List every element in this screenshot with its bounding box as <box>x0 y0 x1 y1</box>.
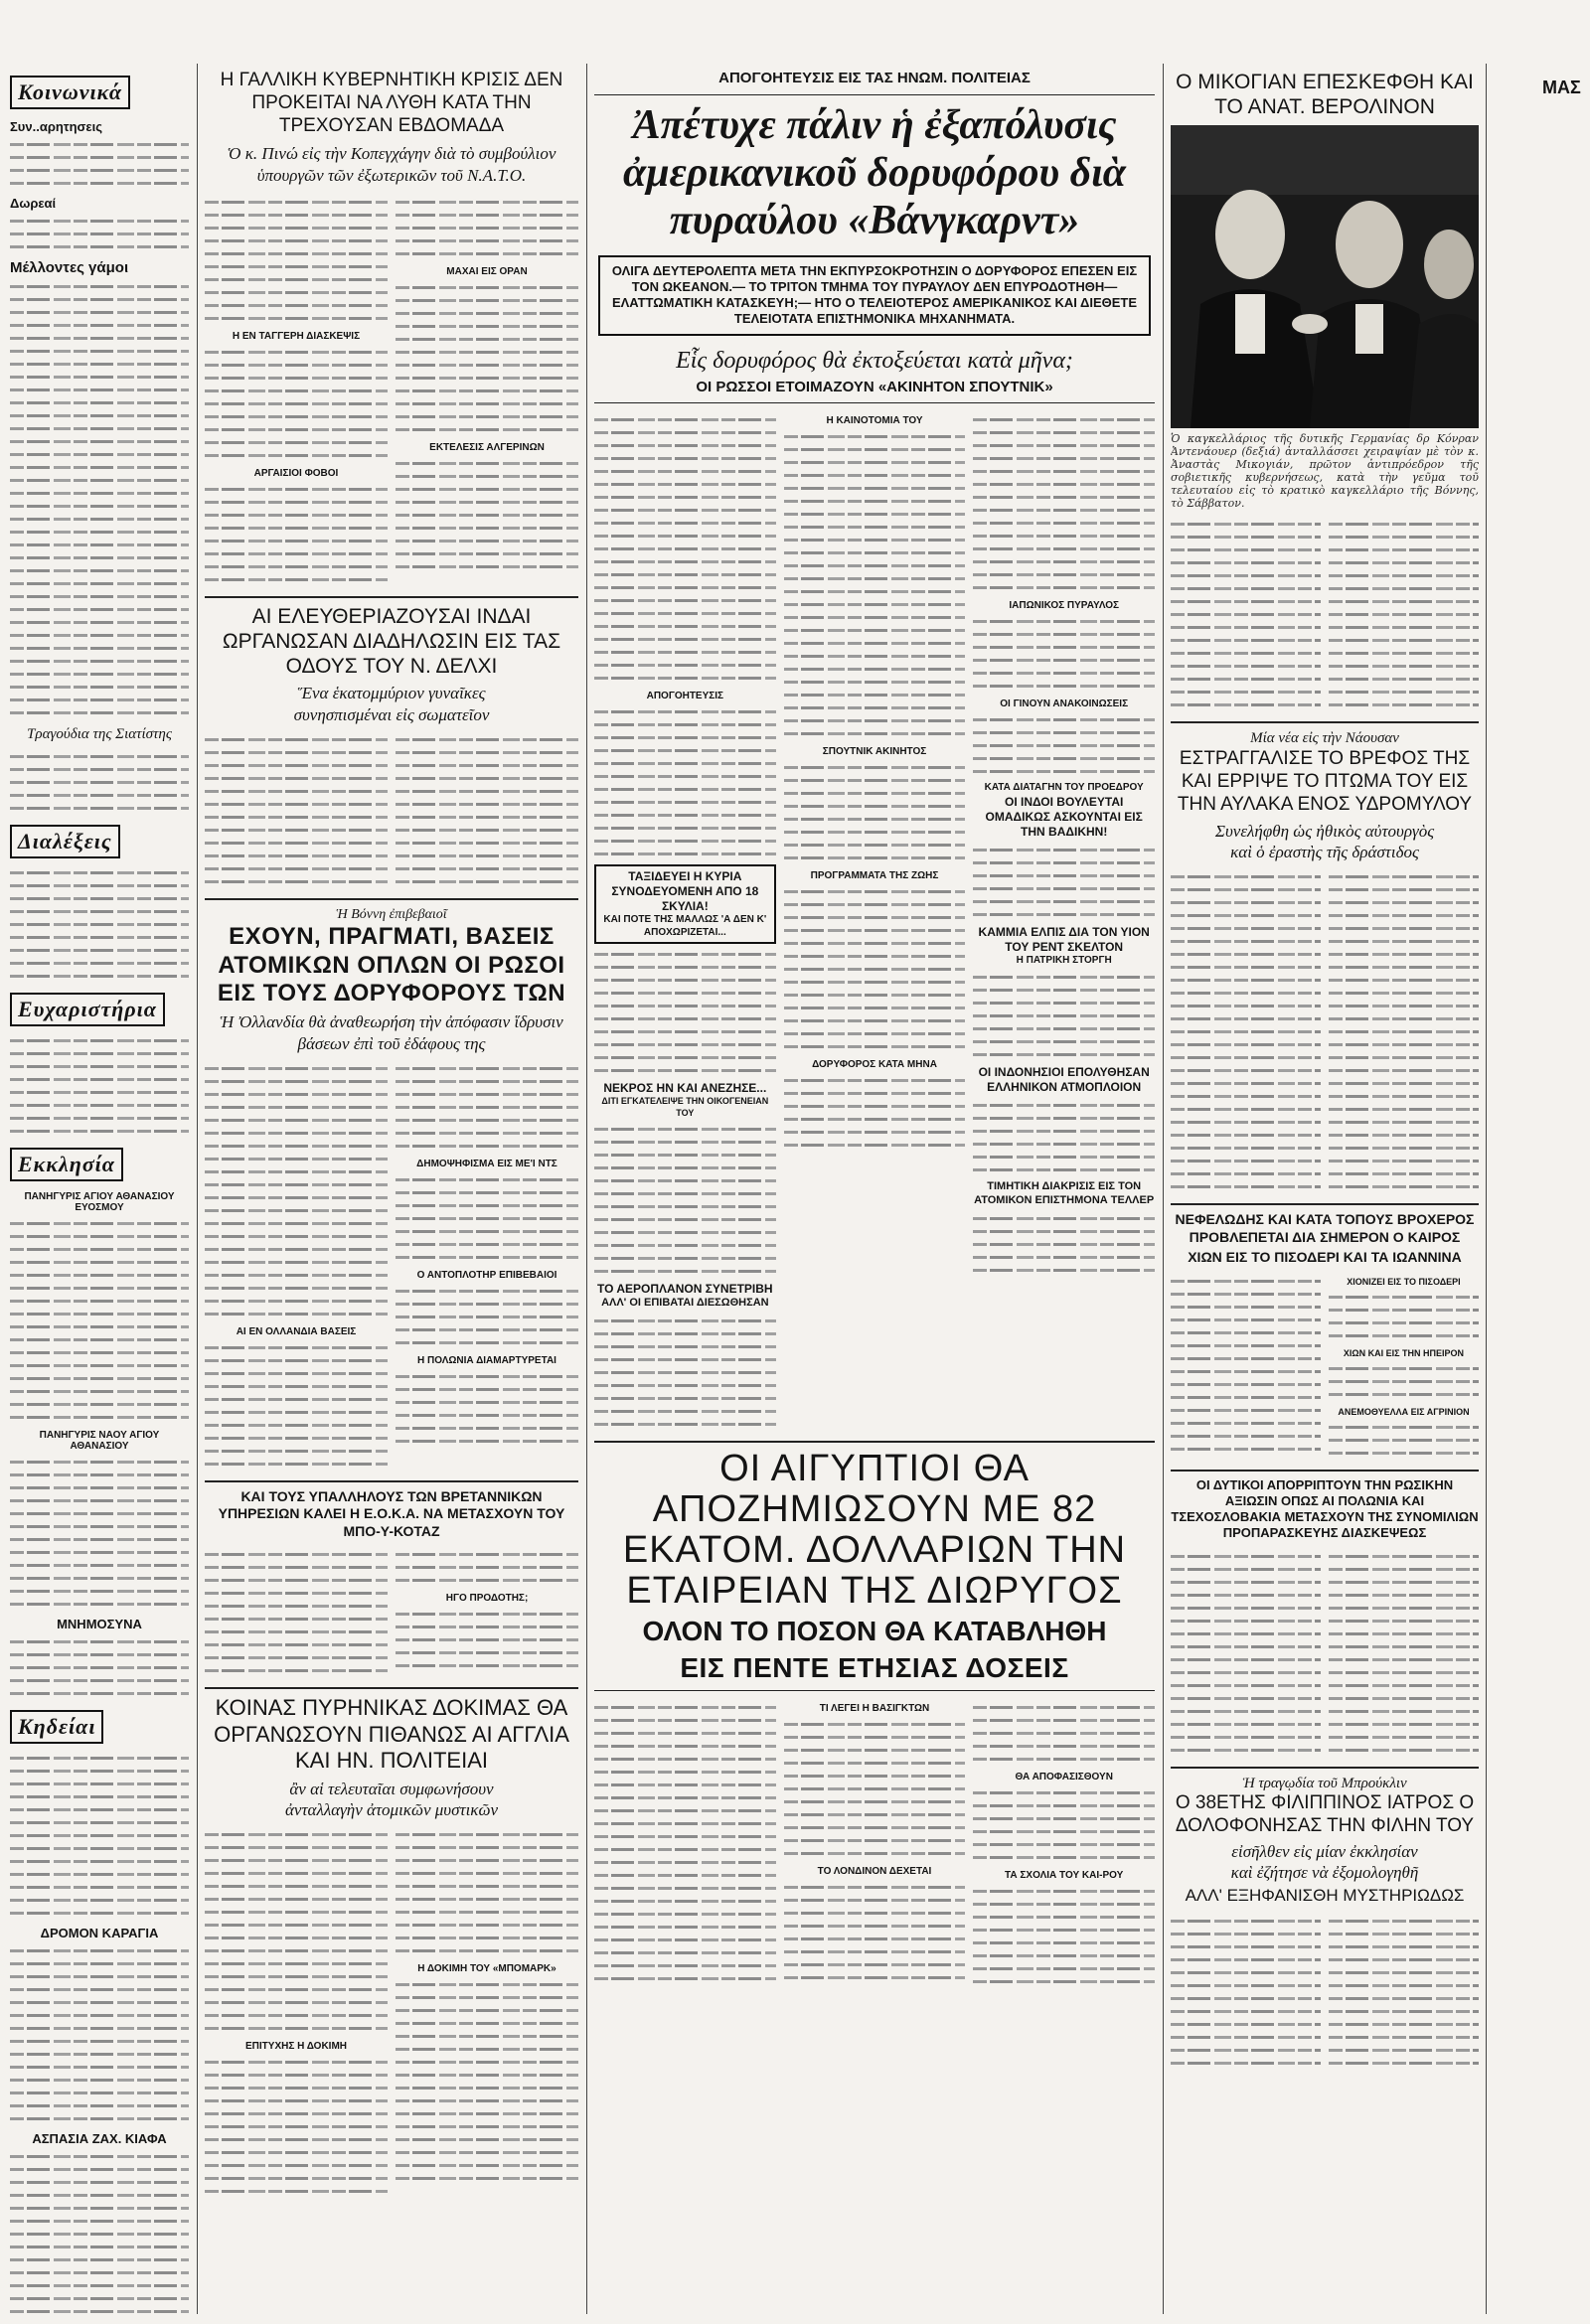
text-lines <box>973 713 1155 778</box>
three-column-text <box>594 1697 1155 1992</box>
two-column-text <box>205 1824 578 2202</box>
text-lines <box>973 1099 1155 1176</box>
text-lines <box>973 844 1155 921</box>
subhead: ΑΡΓΑΙΣΙΟΙ ΦΟΒΟΙ <box>253 467 339 479</box>
subhead: ΔΡΟΜΟΝ ΚΑΡΑΓΙΑ <box>40 1925 159 1940</box>
text-lines <box>594 1123 776 1278</box>
text-lines <box>10 1456 189 1611</box>
two-column-text <box>205 192 578 590</box>
subhead: Η ΚΑΙΝΟΤΟΜΙΑ ΤΟΥ <box>826 415 923 427</box>
text-lines <box>1329 1550 1479 1757</box>
text-lines <box>973 1885 1155 1988</box>
subhead: ΤΙ ΛΕΓΕΙ Η ΒΑΣΙΓΚΤΩΝ <box>819 1702 930 1714</box>
subheadline: καὶ ὁ ἐραστὴς τῆς δράστιδος <box>1230 842 1419 861</box>
subhead: ΔΗΜΟΨΗΦΙΣΜΑ ΕΙΣ ΜΕ'Ι ΝΤΣ <box>416 1158 557 1169</box>
section-banner-thanks: Ευχαριστήρια <box>10 993 165 1026</box>
text-lines <box>396 1285 578 1349</box>
headline-teller: ΤΙΜΗΤΙΚΗ ΔΙΑΚΡΙΣΙΣ ΕΙΣ ΤΟΝ ΑΤΟΜΙΚΟΝ ΕΠΙΣΤΗΜΟΝΑ ΤΕΛΛΕΡ <box>974 1180 1155 1207</box>
text-lines <box>396 196 578 260</box>
text-lines <box>10 866 189 983</box>
subhead: ΑΠΟΓΟΗΤΕΥΣΙΣ <box>646 691 724 702</box>
text-lines <box>1329 1362 1479 1401</box>
text-lines <box>973 413 1155 594</box>
photo-figures <box>1171 125 1479 428</box>
subheadline: Η ΠΑΤΡΙΚΗ ΣΤΟΡΓΗ <box>1016 954 1112 966</box>
subheadline: καὶ ἐζήτησε νὰ ἐξομολογηθῆ <box>1230 1863 1419 1883</box>
kicker: Ἡ Βόννη ἐπιβεβαιοῖ <box>336 906 447 922</box>
text-lines <box>396 1608 578 1672</box>
two-column-text <box>1171 866 1479 1197</box>
text-lines <box>205 2056 388 2198</box>
kicker: Ἡ τραγῳδία τοῦ Μπρούκλιν <box>1242 1775 1407 1791</box>
headline-weather: ΝΕΦΕΛΩΔΗΣ ΚΑΙ ΚΑΤΑ ΤΟΠΟΥΣ ΒΡΟΧΕΡΟΣ ΠΡΟΒΛΕΠΕΤΑΙ ΔΙΑ ΣΗΜΕΡΟΝ Ο ΚΑΙΡΟΣ <box>1175 1211 1475 1245</box>
text-lines <box>10 2150 189 2315</box>
headline-french-crisis: Η ΓΑΛΛΙΚΗ ΚΥΒΕΡΝΗΤΙΚΗ ΚΡΙΣΙΣ ΔΕΝ ΠΡΟΚΕΙΤΑΙ ΝΑ ΛΥΘΗ ΚΑΤΑ ΤΗΝ ΤΡΕΧΟΥΣΑΝ ΕΒΔΟΜΑΔΑ <box>220 70 563 136</box>
text-lines <box>396 457 578 573</box>
headline-dead-revived: ΝΕΚΡΟΣ ΗΝ ΚΑΙ ΑΝΕΖΗΣΕ... <box>603 1081 767 1096</box>
kicker: Μία νέα εἰς τὴν Νάουσαν <box>1250 730 1399 747</box>
text-lines <box>396 281 578 436</box>
headline-filipino-doctor: Ο 38ΕΤΗΣ ΦΙΛΙΠΠΙΝΟΣ ΙΑΤΡΟΣ Ο ΔΟΛΟΦΟΝΗΣΑΣ ΤΗΝ ΦΙΛΗΝ ΤΟΥ <box>1175 1792 1475 1837</box>
subhead: ΠΡΟΓΡΑΜΜΑΤΑ ΤΗΣ ΖΩΗΣ <box>810 870 939 882</box>
column-world-news <box>205 70 578 2315</box>
page-edge-text: ΜΑΣ <box>1542 77 1581 97</box>
subhead: Συν..αρητησεις <box>10 119 102 134</box>
subheadline: Ἕνα ἑκατομμύριον γυναῖκες <box>297 684 486 703</box>
subhead: ΘΑ ΑΠΟΦΑΣΙΣΘΟΥΝ <box>1015 1771 1113 1782</box>
text-lines <box>10 1635 189 1700</box>
two-column-text <box>205 729 578 892</box>
news-photo <box>1171 125 1479 428</box>
headline-eoka: ΚΑΙ ΤΟΥΣ ΥΠΑΛΛΗΛΟΥΣ ΤΩΝ ΒΡΕΤΑΝΝΙΚΩΝ ΥΠΗΡΕΣΙΩΝ ΚΑΛΕΙ Η Ε.Ο.Κ.Α. ΝΑ ΜΕΤΑΣΧΟΥΝ ΤΟΥ ΜΠΟ-Υ-ΚΟΤΑΖ <box>218 1487 565 1539</box>
subhead: Μέλλοντες γάμοι <box>10 259 129 276</box>
text-lines <box>205 346 388 462</box>
column-rule <box>586 64 587 2314</box>
subhead: ΠΑΝΗΓΥΡΙΣ ΝΑΟΥ ΑΓΙΟΥ ΑΘΑΝΑΣΙΟΥ <box>39 1429 160 1452</box>
two-column-text <box>1171 1911 1479 2074</box>
text-lines <box>594 948 776 1077</box>
subhead: ΤΟ ΛΟΝΔΙΝΟΝ ΔΕΧΕΤΑΙ <box>817 1865 932 1877</box>
text-lines <box>594 1315 776 1431</box>
subhead: ΜΑΧΑΙ ΕΙΣ ΟΡΑΝ <box>446 265 528 277</box>
text-lines <box>396 1978 578 2185</box>
section-banner-funerals: Κηδείαι <box>10 1710 103 1744</box>
headline-monthly-satellite: Εἷς δορυφόρος θὰ ἐκτοξεύεται κατὰ μῆνα; <box>676 347 1073 374</box>
text-lines <box>205 1548 388 1677</box>
text-lines <box>396 1828 578 1957</box>
text-lines <box>10 1217 189 1424</box>
text-lines <box>784 761 966 864</box>
headline-indian-mps: ΟΙ ΙΝΔΟΙ ΒΟΥΛΕΥΤΑΙ ΟΜΑΔΙΚΩΣ ΑΣΚΟΥΝΤΑΙ ΕΙΣ ΤΗΝ ΒΑΔΙΚΗΝ! <box>985 794 1143 839</box>
section-banner-social: Κοινωνικά <box>10 76 130 109</box>
text-lines <box>1171 1275 1321 1460</box>
subhead: ΤΑ ΣΧΟΛΙΑ ΤΟΥ ΚΑΙ-ΡΟΥ <box>1005 1869 1124 1881</box>
text-lines <box>1329 518 1479 711</box>
subhead: ΧΙΟΝΙΖΕΙ ΕΙΣ ΤΟ ΠΙΣΟΔΕΡΙ <box>1347 1276 1461 1287</box>
subheadline: συνησπισμέναι εἰς σωματεῖον <box>293 704 490 724</box>
subheadline: ΑΛΛ' ΟΙ ΕΠΙΒΑΤΑΙ ΔΙΕΣΩΘΗΣΑΝ <box>601 1296 769 1309</box>
subheadline: εἰσῆλθεν εἰς μίαν ἐκκλησίαν <box>1231 1841 1418 1861</box>
text-lines <box>205 733 388 888</box>
subhead: Η ΠΟΛΩΝΙΑ ΔΙΑΜΑΡΤΥΡΕΤΑΙ <box>417 1354 556 1366</box>
subheadline: ΕΙΣ ΠΕΝΤΕ ΕΤΗΣΙΑΣ ΔΟΣΕΙΣ <box>680 1651 1069 1683</box>
text-lines <box>396 733 578 888</box>
text-lines <box>396 1548 578 1587</box>
text-lines <box>10 280 189 719</box>
subhead: ΙΑΠΩΝΙΚΟΣ ΠΥΡΑΥΛΟΣ <box>1009 600 1119 612</box>
text-lines <box>10 750 189 815</box>
text-lines <box>10 1944 189 2125</box>
subhead-songs: Τραγούδια της Σιατίστης <box>27 726 172 742</box>
column-rule <box>197 64 198 2314</box>
headline-nuclear-tests: ΚΟΙΝΑΣ ΠΥΡΗΝΙΚΑΣ ΔΟΚΙΜΑΣ ΘΑ ΟΡΓΑΝΩΣΟΥΝ ΠΙΘΑΝΩΣ ΑΙ ΑΓΓΛΙΑ ΚΑΙ ΗΝ. ΠΟΛΙΤΕΙΑΙ <box>214 1695 569 1774</box>
text-lines <box>205 196 388 325</box>
text-lines <box>594 1701 776 1988</box>
subheadline: ΟΛΟΝ ΤΟ ΠΟΣΟΝ ΘΑ ΚΑΤΑΒΛΗΘΗ <box>642 1615 1107 1646</box>
subhead: ΔΟΡΥΦΟΡΟΣ ΚΑΤΑ ΜΗΝΑ <box>812 1059 937 1071</box>
subheadline: ΚΑΙ ΠΟΤΕ ΤΗΣ ΜΑΛΛΩΣ 'Α ΔΕΝ Κ' ΑΠΟΧΩΡΙΖΕΤΑΙ... <box>603 914 767 938</box>
subhead: ΑΙ ΕΝ ΟΛΛΑΝΔΙΑ ΒΑΣΕΙΣ <box>236 1325 357 1337</box>
subheadline: Συνελήφθη ὡς ἠθικὸς αὐτουργὸς <box>1214 821 1435 841</box>
subheadline: ἀνταλλαγὴν ἀτομικῶν μυστικῶν <box>284 1799 498 1819</box>
text-lines <box>973 1786 1155 1864</box>
two-column-text <box>1171 1271 1479 1464</box>
text-lines <box>1171 870 1321 1193</box>
subhead: Δωρεαί <box>10 196 57 211</box>
subhead: ΧΙΩΝ ΚΑΙ ΕΙΣ ΤΗΝ ΗΠΕΙΡΟΝ <box>1343 1347 1465 1358</box>
summary-text: ΟΛΙΓΑ ΔΕΥΤΕΡΟΛΕΠΤΑ ΜΕΤΑ ΤΗΝ ΕΚΠΥΡΣΟΚΡΟΤΗΣΙΝ Ο ΔΟΡΥΦΟΡΟΣ ΕΠΕΣΕΝ ΕΙΣ ΤΟΝ ΩΚΕΑΝΟΝ.— ΤΟ ΤΡΙΤΟΝ ΤΜΗΜΑ ΤΟΥ ΠΥΡΑΥΛΟΥ ΔΕΝ ΕΠΥΡΟΔΟΤΗΘΗ— ΕΛΑΤΤΩΜΑΤΙΚΗ ΚΑΤΑΣΚΕΥΗ;— ΗΤΟ Ο ΤΕΛΕΙΟΤΕΡΟΣ ΑΜΕΡΙΚΑΝΙΚΟΣ ΚΑΙ ΔΙΕΘΕΤΕ ΤΕΛΕΙΟΤΑΤΑ ΕΠΙΣΤΗΜΟΝΙΚΑ ΜΗΧΑΝΗΜΑΤΑ. <box>611 262 1138 327</box>
text-lines <box>1329 1291 1479 1342</box>
subheadline: ΧΙΩΝ ΕΙΣ ΤΟ ΠΙΣΟΔΕΡΙ ΚΑΙ ΤΑ ΙΩΑΝΝΙΝΑ <box>1188 1249 1462 1266</box>
headline-skelton: ΚΑΜΜΙΑ ΕΛΠΙΣ ΔΙΑ ΤΟΝ ΥΙΟΝ ΤΟΥ ΡΕΝΤ ΣΚΕΛΤΟΝ <box>978 924 1150 954</box>
section-banner-church: Εκκλησία <box>10 1148 123 1181</box>
kicker-disappointment: ΑΠΟΓΟΗΤΕΥΣΙΣ ΕΙΣ ΤΑΣ ΗΝΩΜ. ΠΟΛΙΤΕΙΑΣ <box>718 70 1031 86</box>
subhead: ΜΝΗΜΟΣΥΝΑ <box>57 1616 142 1631</box>
text-lines <box>1171 518 1321 711</box>
text-lines <box>784 885 966 1053</box>
text-lines <box>396 1370 578 1448</box>
photo-caption: Ὁ καγκελλάριος τῆς δυτικῆς Γερμανίας δρ Κόνραν Ἀντενάουερ (δεξιά) ἀνταλλάσσει χειραψίαν μὲ τὸν κ. Ἀναστὰς Μικογιάν, πρῶτον ἀντιπρόεδρον τῆς σοβιετικῆς κυβερνήσεως, κατὰ τὴν γεῦμα τοῦ τελευταίου εἰς τὸ κρατικὸ καγκελλάριο τῆς Βόννης, τὸ Σάββατον. <box>1171 432 1479 511</box>
headline-vanguard-failure: Ἀπέτυχε πάλιν ἡ ἐξαπόλυσις ἀμερικανικοῦ δορυφόρου διὰ πυραύλου «Βάνγκαρντ» <box>622 101 1127 244</box>
headline-indonesia: ΟΙ ΙΝΔΟΝΗΣΙΟΙ ΕΠΟΛΥΘΗΣΑΝ ΕΛΛΗΝΙΚΟΝ ΑΤΜΟΠΛΟΙΟΝ <box>978 1065 1150 1095</box>
text-lines <box>10 138 189 190</box>
text-lines <box>973 1701 1155 1766</box>
text-lines <box>594 413 776 685</box>
headline-indian-women: ΑΙ ΕΛΕΥΘΕΡΙΑΖΟΥΣΑΙ ΙΝΔΑΙ ΩΡΓΑΝΩΣΑΝ ΔΙΑΔΗΛΩΣΙΝ ΕΙΣ ΤΑΣ ΟΔΟΥΣ ΤΟΥ Ν. ΔΕΛΧΙ <box>222 604 561 679</box>
text-lines <box>784 1718 966 1860</box>
subhead: Η ΔΟΚΙΜΗ ΤΟΥ «ΜΠΟΜΑΡΚ» <box>417 1963 556 1975</box>
text-lines <box>1329 870 1479 1193</box>
subheadline-sputnik: ΟΙ ΡΩΣΣΟΙ ΕΤΟΙΜΑΖΟΥΝ «ΑΚΙΝΗΤΟΝ ΣΠΟΥΤΝΙΚ» <box>696 378 1053 395</box>
section-banner-lectures: Διαλέξεις <box>10 825 120 858</box>
column-social <box>10 70 189 2315</box>
text-lines <box>10 1034 189 1138</box>
headline-infanticide: ΕΣΤΡΑΓΓΑΛΙΣΕ ΤΟ ΒΡΕΦΟΣ ΤΗΣ ΚΑΙ ΕΡΡΙΨΕ ΤΟ ΠΤΩΜΑ ΤΟΥ ΕΙΣ ΤΗΝ ΑΥΛΑΚΑ ΕΝΟΣ ΥΔΡΟΜΥΛΟΥ <box>1177 748 1473 815</box>
column-rule <box>1486 64 1487 2314</box>
three-column-text <box>594 409 1155 1434</box>
kicker: ΚΑΤΑ ΔΙΑΤΑΓΗΝ ΤΟΥ ΠΡΟΕΔΡΟΥ <box>984 782 1144 794</box>
two-column-text <box>1171 514 1479 715</box>
subhead: Ο ΑΝΤΟΠΛΟΤΗΡ ΕΠΙΒΕΒΑΙΟΙ <box>416 1269 557 1281</box>
text-lines <box>396 1062 578 1153</box>
text-lines <box>784 1881 966 1984</box>
story-box-dogs <box>594 864 776 944</box>
subhead: ΕΚΤΕΛΕΣΙΣ ΑΛΓΕΡΙΝΩΝ <box>429 441 545 453</box>
headline-plane-crash: ΤΟ ΑΕΡΟΠΛΑΝΟΝ ΣΥΝΕΤΡΙΒΗ <box>597 1281 773 1296</box>
headline-soviet-atomic-bases: ΕΧΟΥΝ, ΠΡΑΓΜΑΤΙ, ΒΑΣΕΙΣ ΑΤΟΜΙΚΩΝ ΟΠΛΩΝ ΟΙ ΡΩΣΟΙ ΕΙΣ ΤΟΥΣ ΔΟΡΥΦΟΡΟΥΣ ΤΩΝ <box>217 923 566 1007</box>
text-lines <box>973 971 1155 1061</box>
subhead: ΑΝΕΜΟΘΥΕΛΛΑ ΕΙΣ ΑΓΡΙΝΙΟΝ <box>1338 1406 1470 1417</box>
column-front-page <box>594 70 1155 2315</box>
text-lines <box>973 615 1155 693</box>
text-lines <box>784 1074 966 1152</box>
text-lines <box>205 1341 388 1471</box>
subhead: ΣΠΟΥΤΝΙΚ ΑΚΙΝΗΤΟΣ <box>822 746 927 758</box>
two-column-text <box>1171 1546 1479 1761</box>
column-right <box>1171 70 1479 2315</box>
text-lines <box>205 1828 388 2035</box>
text-lines <box>396 1173 578 1264</box>
subhead: ΑΣΠΑΣΙΑ ΖΑΧ. ΚΙΑΦΑ <box>32 2130 167 2146</box>
subheadline: ΔΙΤΙ ΕΓΚΑΤΕΛΕΙΨΕ ΤΗΝ ΟΙΚΟΓΕΝΕΙΑΝ ΤΟΥ <box>601 1096 769 1118</box>
headline-mikoyan: Ο ΜΙΚΟΓΙΑΝ ΕΠΕΣΚΕΦΘΗ ΚΑΙ ΤΟ ΑΝΑΤ. ΒΕΡΟΛΙΝΟΝ <box>1176 71 1474 119</box>
headline-western-reject: ΟΙ ΔΥΤΙΚΟΙ ΑΠΟΡΡΙΠΤΟΥΝ ΤΗΝ ΡΩΣΙΚΗΝ ΑΞΙΩΣΙΝ ΟΠΩΣ ΑΙ ΠΟΛΩΝΙΑ ΚΑΙ ΤΣΕΧΟΣΛΟΒΑΚΙΑ ΜΕΤΑΣΧΟΥΝ ΤΗΣ ΣΥΝΟΜΙΛΙΩΝ ΠΡΟΠΑΡΑΣΚΕΥΗΣ ΔΙΑΣΚΕΨΕΩΣ <box>1171 1476 1479 1541</box>
text-lines <box>10 1752 189 1920</box>
two-column-text <box>205 1544 578 1681</box>
column-rule <box>1163 64 1164 2314</box>
text-lines <box>10 215 189 253</box>
headline-suez-compensation: ΟΙ ΑΙΓΥΠΤΙΟΙ ΘΑ ΑΠΟΖΗΜΙΩΣΟΥΝ ΜΕ 82 ΕΚΑΤΟΜ. ΔΟΛΛΑΡΙΩΝ ΤΗΝ ΕΤΑΙΡΕΙΑΝ ΤΗΣ ΔΙΩΡΥΓΟΣ <box>622 1447 1127 1612</box>
subhead: ΠΑΝΗΓΥΡΙΣ ΑΓΙΟΥ ΑΘΑΝΑΣΙΟΥ ΕΥΟΣΜΟΥ <box>24 1190 175 1213</box>
text-lines <box>1171 1915 1321 2070</box>
text-lines <box>1329 1915 1479 2070</box>
two-column-text <box>205 1058 578 1474</box>
summary-box <box>598 255 1151 336</box>
subhead: ΟΙ ΓΙΝΟΥΝ ΑΝΑΚΟΙΝΩΣΕΙΣ <box>1000 698 1129 710</box>
subheadline: ΑΛΛ' ΕΞΗΦΑΝΙΣΘΗ ΜΥΣΤΗΡΙΩΔΩΣ <box>1185 1886 1465 1906</box>
text-lines <box>784 430 966 740</box>
subhead: ΗΓΟ ΠΡΟΔΟΤΗΣ; <box>445 1593 529 1605</box>
text-lines <box>973 1212 1155 1277</box>
subheadline: Ἡ Ὀλλανδία θὰ ἀναθεωρήση τὴν ἀπόφασιν ἵδρυσιν βάσεων ἐπὶ τοῦ ἐδάφους της <box>220 1012 563 1053</box>
subhead: Η ΕΝ ΤΑΓΓΕΡΗ ΔΙΑΣΚΕΨΙΣ <box>232 330 361 342</box>
text-lines <box>594 705 776 860</box>
text-lines <box>1329 1421 1479 1460</box>
subheadline: ἂν αἱ τελευταῖαι συμφωνήσουν <box>289 1779 494 1798</box>
headline-dogs: ΤΑΞΙΔΕΥΕΙ Η ΚΥΡΙΑ ΣΥΝΟΔΕΥΟΜΕΝΗ ΑΠΟ 18 ΣΚΥΛΙΑ! <box>611 869 759 914</box>
text-lines <box>1171 1550 1321 1757</box>
subhead: ΕΠΙΤΥΧΗΣ Η ΔΟΚΙΜΗ <box>245 2041 347 2053</box>
subheadline: Ὁ κ. Πινώ εἰς τὴν Κοπεγχάγην διὰ τὸ συμβούλιον ὑπουργῶν τῶν ἐξωτερικῶν τοῦ Ν.Α.Τ.Ο. <box>227 144 556 185</box>
text-lines <box>205 483 388 586</box>
text-lines <box>205 1062 388 1320</box>
